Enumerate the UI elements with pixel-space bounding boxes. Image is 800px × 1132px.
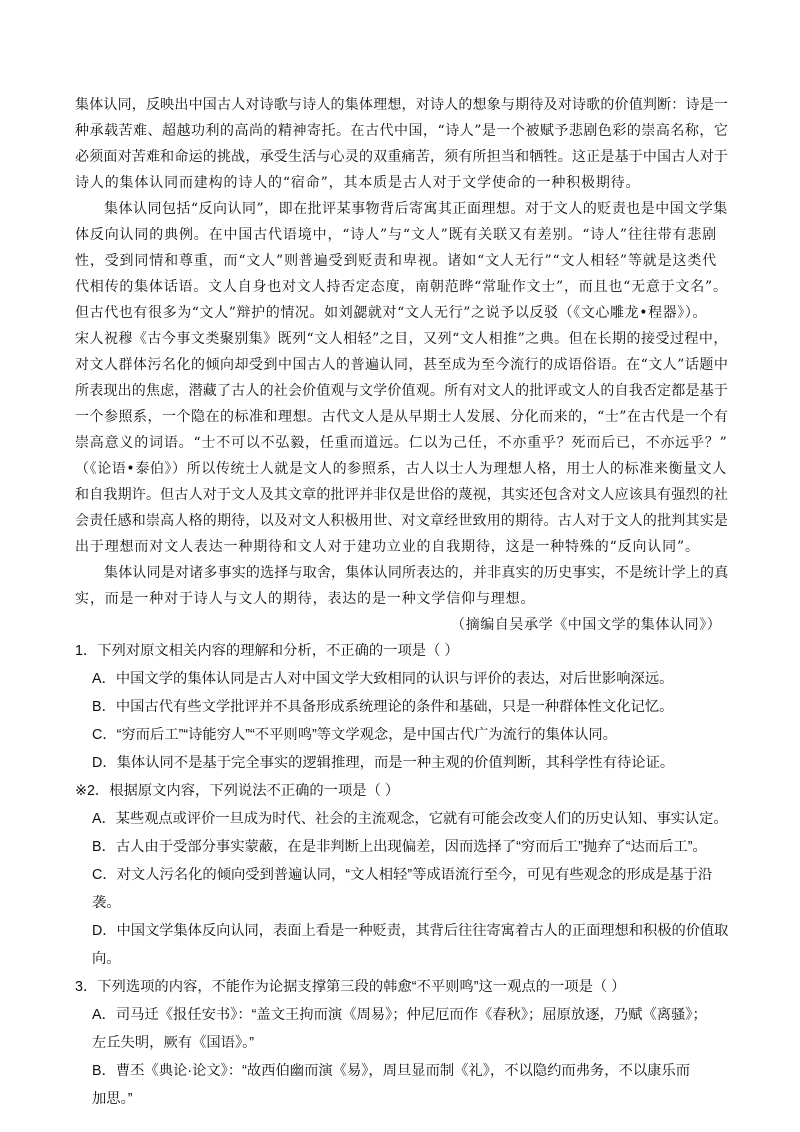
- passage-p2-line-13: 会责任感和崇高人格的期待，以及对文人积极用世、对文章经世致用的期待。古人对于文人的批判其实是: [75, 513, 729, 529]
- question-2-option-a: A．某些观点或评价一旦成为时代、社会的主流观念，它就有可能会改变人们的历史认知、事实认定。: [92, 811, 728, 827]
- passage-p2-line-11: （《论语•泰伯》）所以传统士人就是文人的参照系，古人以士人为理想人格，用士人的标准来衡量文人: [75, 461, 727, 477]
- question-3-option-a-line-2: 左丘失明，厥有《国语》。”: [92, 1035, 255, 1051]
- passage-p2-line-4: 代相传的集体话语。文人自身也对文人持否定态度，南朝范晔“常耻作文士”，而且也“无意于文名”。: [75, 279, 728, 295]
- question-1-option-d: D．集体认同不是基于完全事实的逻辑推理，而是一种主观的价值判断，其科学性有待论证。: [92, 755, 675, 771]
- passage-source: （摘编自吴承学《中国文学的集体认同》）: [451, 617, 722, 633]
- passage-p2-line-8: 所表现出的焦虑，潜藏了古人的社会价值观与文学价值观。所有对文人的批评或文人的自我否定都是基于: [75, 383, 729, 399]
- passage-p2-line-3: 性，受到同情和尊重，而“文人”则普遍受到贬责和卑视。诸如“文人无行”“文人相轻”等就是这类代: [75, 253, 718, 269]
- question-2-stem: ※2．根据原文内容，下列说法不正确的一项是（ ）: [75, 783, 400, 799]
- question-1-stem: 1．下列对原文相关内容的理解和分析，不正确的一项是（ ）: [75, 643, 459, 659]
- question-3-option-b-line-1: B．曹丕《典论·论文》：“故西伯幽而演《易》，周旦显而制《礼》，不以隐约而弗务，不以康乐而: [92, 1063, 691, 1079]
- passage-p2-line-7: 对文人群体污名化的倾向却受到中国古人的普遍认同，甚至成为至今流行的成语俗语。在“文人”话题中: [75, 357, 729, 373]
- question-2-option-c-line-1: C．对文人污名化的倾向受到普遍认同，“文人相轻”等成语流行至今，可见有些观念的形成是基于沿: [92, 867, 713, 883]
- passage-p2-line-10: 崇高意义的词语。“士不可以不弘毅，任重而道远。仁以为己任，不亦重乎？死而后已，不亦远乎？”: [75, 435, 728, 451]
- question-1-option-b: B．中国古代有些文学批评并不具备形成系统理论的条件和基础，只是一种群体性文化记忆。: [92, 699, 674, 715]
- passage-p1-line-1: 集体认同，反映出中国古人对诗歌与诗人的集体理想，对诗人的想象与期待及对诗歌的价值判断：诗是一: [75, 97, 729, 113]
- passage-p3-line-1: 集体认同是对诸多事实的选择与取舍，集体认同所表达的，并非真实的历史事实，不是统计学上的真: [104, 565, 729, 581]
- question-3-option-a-line-1: A．司马迁《报任安书》：“盖文王拘而演《周易》；仲尼厄而作《春秋》；屈原放逐，乃赋《离骚》；: [92, 1007, 707, 1023]
- passage-p1-line-4: 诗人的集体认同而建构的诗人的“宿命”，其本质是古人对于文学使命的一种积极期待。: [75, 175, 641, 191]
- passage-p2-line-14: 出于理想而对文人表达一种期待和文人对于建功立业的自我期待，这是一种特殊的“反向认同”。: [75, 539, 700, 555]
- question-1-option-a: A．中国文学的集体认同是古人对中国文学大致相同的认识与评价的表达，对后世影响深远。: [92, 671, 674, 687]
- passage-p3-line-2: 实，而是一种对于诗人与文人的期待，表达的是一种文学信仰与理想。: [75, 591, 536, 607]
- question-2-option-d-line-1: D．中国文学集体反向认同，表面上看是一种贬责，其背后往往寄寓着古人的正面理想和积极的价值取: [92, 923, 729, 939]
- question-1-option-c: C．“穷而后工”“诗能穷人”“不平则鸣”等文学观念，是中国古代广为流行的集体认同。: [92, 727, 617, 743]
- question-2-option-d-line-2: 向。: [92, 951, 121, 967]
- question-2-option-c-line-2: 袭。: [92, 895, 121, 911]
- question-3-option-b-line-2: 加思。”: [92, 1091, 133, 1107]
- question-2-option-b: B．古人由于受部分事实蒙蔽，在是非判断上出现偏差，因而选择了“穷而后工”抛弃了“达而后工”。: [92, 839, 707, 855]
- question-3-stem: 3．下列选项的内容，不能作为论据支撑第三段的韩愈“不平则鸣”这一观点的一项是（ ）: [75, 979, 626, 995]
- passage-p2-line-2: 体反向认同的典例。在中国古代语境中，“诗人”与“文人”既有关联又有差别。“诗人”往往带有悲剧: [75, 227, 718, 243]
- passage-p2-line-12: 和自我期许。但古人对于文人及其文章的批评并非仅是世俗的蔑视，其实还包含对文人应该具有强烈的社: [75, 487, 729, 503]
- passage-p2-line-9: 一个参照系，一个隐在的标准和理想。古代文人是从早期士人发展、分化而来的，“士”在古代是一个有: [75, 409, 729, 425]
- passage-p2-line-5: 但古代也有很多为“文人”辩护的情况。如刘勰就对“文人无行”之说予以反驳（《文心雕龙•程器》）。: [75, 305, 708, 321]
- passage-p2-line-1: 集体认同包括“反向认同”，即在批评某事物背后寄寓其正面理想。对于文人的贬责也是中国文学集: [104, 201, 728, 217]
- passage-p1-line-3: 必须面对苦难和命运的挑战，承受生活与心灵的双重痛苦，须有所担当和牺牲。这正是基于中国古人对于: [75, 149, 729, 165]
- passage-p1-line-2: 种承载苦难、超越功利的高尚的精神寄托。在古代中国，“诗人”是一个被赋予悲剧色彩的崇高名称，它: [75, 123, 729, 139]
- passage-p2-line-6: 宋人祝穆《古今事文类聚别集》既列“文人相轻”之目，又列“文人相推”之典。但在长期的接受过程中，: [75, 331, 728, 347]
